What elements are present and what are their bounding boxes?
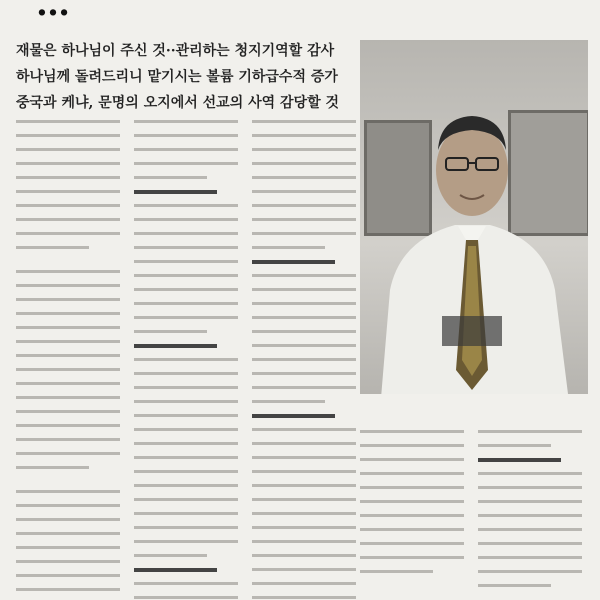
article-column-5	[478, 430, 582, 600]
portrait-figure	[360, 40, 588, 410]
headline-strip	[0, 0, 600, 26]
headline: …	[36, 0, 71, 24]
article-body-columns	[16, 120, 356, 600]
article-photo	[360, 40, 588, 410]
subheading-3: 중국과 케냐, 문명의 오지에서 선교의 사역 감당할 것	[16, 95, 339, 111]
article-column-4	[360, 430, 464, 600]
article-column-1	[16, 120, 120, 600]
article-column-2	[134, 120, 238, 600]
subheading-1: 재물은 하나님이 주신 것··관리하는 청지기역할 감사	[16, 43, 335, 59]
article-body-lower-columns	[360, 430, 588, 600]
photo-caption-strip	[360, 394, 588, 410]
subheading-2: 하나님께 돌려드리니 맡기시는 볼륨 기하급수적 증가	[16, 69, 338, 85]
subheadings	[16, 38, 356, 116]
article-column-3	[252, 120, 356, 600]
